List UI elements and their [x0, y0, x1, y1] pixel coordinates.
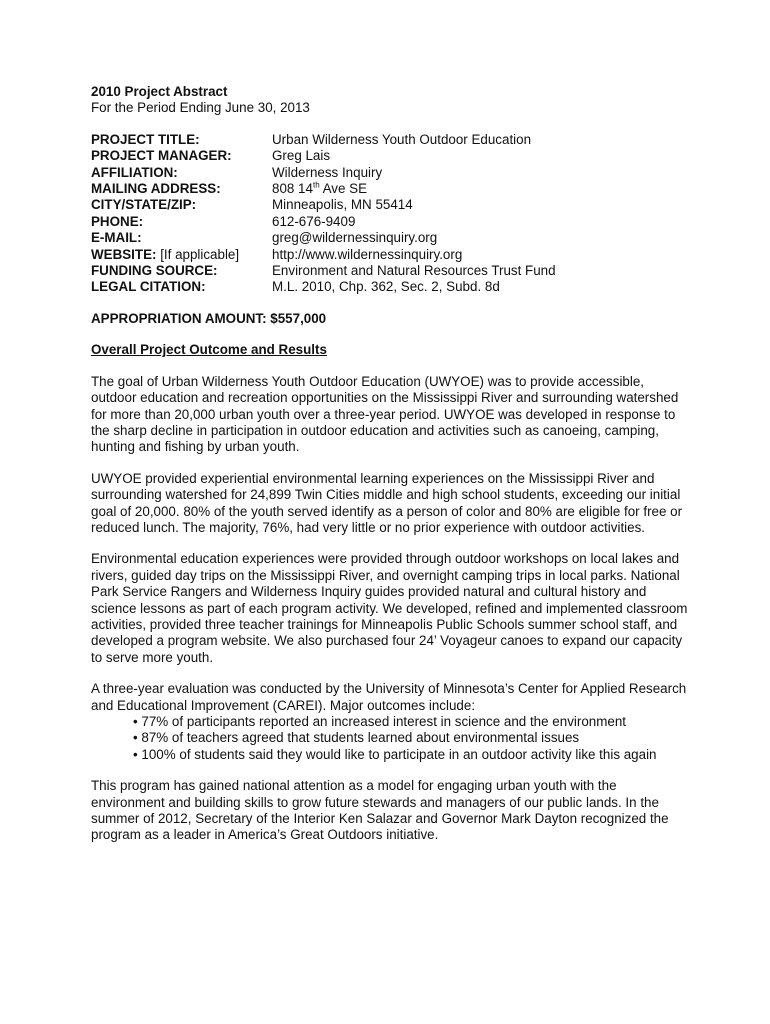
meta-label: MAILING ADDRESS: — [91, 181, 221, 197]
project-metadata — [91, 132, 691, 296]
website-label-note: [If applicable] — [156, 246, 240, 262]
address-number: 808 14 — [272, 181, 313, 197]
website-link[interactable]: http://www.wildernessinquiry.org — [272, 246, 463, 262]
meta-value: M.L. 2010, Chp. 362, Sec. 2, Subd. 8d — [272, 279, 500, 295]
address-street: Ave SE — [319, 181, 368, 197]
meta-label — [91, 247, 272, 263]
meta-value: 612-676-9409 — [272, 213, 356, 229]
meta-row-city-state-zip — [91, 197, 691, 213]
list-item: • 87% of teachers agreed that students learned about environmental issues — [133, 730, 580, 746]
email-link[interactable]: greg@wildernessinquiry.org — [272, 230, 438, 246]
meta-row-phone — [91, 214, 691, 230]
appropriation-amount: APPROPRIATION AMOUNT: $557,000 — [91, 310, 327, 326]
meta-value: Wilderness Inquiry — [272, 164, 383, 180]
meta-row-legal-citation — [91, 279, 691, 295]
meta-row-email — [91, 230, 691, 246]
address-ordinal: th — [312, 180, 320, 190]
website-label: WEBSITE: — [91, 246, 157, 262]
meta-row-website — [91, 247, 691, 263]
meta-row-project-manager — [91, 148, 691, 164]
meta-value: Environment and Natural Resources Trust Fund — [272, 263, 556, 279]
meta-label: PROJECT MANAGER: — [91, 148, 232, 164]
outcome-list — [91, 714, 691, 763]
paragraph-evaluation — [91, 681, 691, 763]
meta-label: LEGAL CITATION: — [91, 279, 206, 295]
list-item: • 100% of students said they would like to participate in an outdoor activity like this again — [133, 746, 657, 762]
meta-value — [272, 181, 691, 197]
paragraph-goal: The goal of Urban Wilderness Youth Outdoor Education (UWYOE) was to provide accessible, outdoor education and recreation opportunities on the Mississippi River and surrounding watershed for more than 20,000 urban youth over a three-year period. UWYOE was developed in response to the sharp decline in participation in outdoor education and activities such as canoeing, camping, hunting and fishing by urban youth. — [91, 373, 679, 455]
evaluation-intro: A three-year evaluation was conducted by the University of Minnesota’s Center for Applied Research and Educational Improvement (CAREI). Major outcomes include: — [91, 681, 687, 713]
meta-label: PROJECT TITLE: — [91, 131, 200, 147]
meta-label: E-MAIL: — [91, 230, 142, 246]
document-page — [91, 84, 691, 844]
meta-row-project-title — [91, 132, 691, 148]
paragraph-activities: Environmental education experiences were provided through outdoor workshops on local lakes and rivers, guided day trips on the Mississippi River, and overnight camping trips in local parks. National Park Service Rangers and Wilderness Inquiry guides provided natural and cultural history and science lessons as part of each program activity. We developed, refined and implemented classroom activities, provided three teacher trainings for Minneapolis Public Schools summer school staff, and developed a program website. We also purchased four 24’ Voyageur canoes to expand our capacity to serve more youth. — [91, 551, 688, 665]
section-heading: Overall Project Outcome and Results — [91, 342, 327, 358]
meta-value: Greg Lais — [272, 148, 331, 164]
meta-row-funding-source — [91, 263, 691, 279]
meta-label: AFFILIATION: — [91, 164, 178, 180]
meta-label: FUNDING SOURCE: — [91, 263, 218, 279]
meta-row-affiliation — [91, 165, 691, 181]
paragraph-reach: UWYOE provided experiential environmental learning experiences on the Mississippi River and surrounding watershed for 24,899 Twin Cities middle and high school students, exceeding our initial goal of 20,000. 80% of the youth served identify as a person of color and 80% are eligible for free or reduced lunch. The majority, 76%, had very little or no prior experience with outdoor activities. — [91, 470, 683, 535]
meta-row-mailing-address — [91, 181, 691, 197]
paragraph-recognition: This program has gained national attention as a model for engaging urban youth with the environment and building skills to grow future stewards and managers of our public lands. In the summer of 2012, Secretary of the Interior Ken Salazar and Governor Mark Dayton recognized the program as a leader in America’s Great Outdoors initiative. — [91, 778, 669, 843]
meta-label: PHONE: — [91, 213, 144, 229]
meta-value: Urban Wilderness Youth Outdoor Education — [272, 131, 532, 147]
meta-value: Minneapolis, MN 55414 — [272, 197, 413, 213]
document-title: 2010 Project Abstract — [91, 84, 228, 99]
meta-label: CITY/STATE/ZIP: — [91, 197, 197, 213]
list-item: • 77% of participants reported an increased interest in science and the environment — [133, 714, 626, 729]
reporting-period: For the Period Ending June 30, 2013 — [91, 100, 310, 116]
